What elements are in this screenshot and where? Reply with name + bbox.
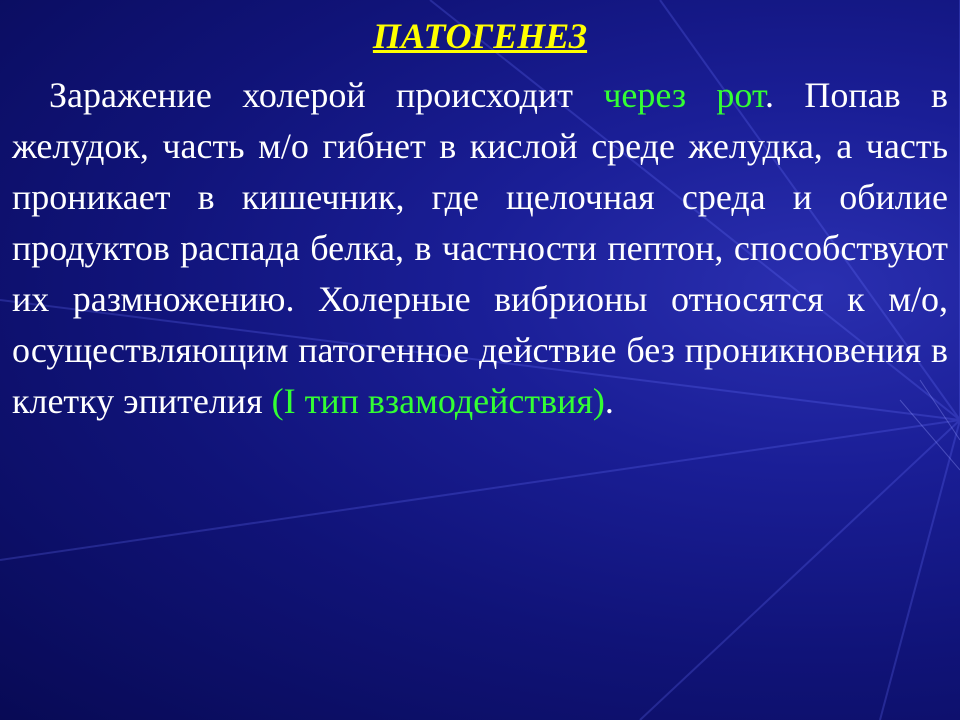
slide-title: ПАТОГЕНЕЗ bbox=[372, 16, 588, 56]
paragraph-text-1: Заражение холерой происходит bbox=[49, 75, 604, 115]
highlight-via-mouth: через рот bbox=[603, 75, 765, 115]
paragraph-text-3: . bbox=[604, 381, 614, 421]
highlight-interaction-type: (I тип взамодействия) bbox=[271, 381, 605, 421]
slide-paragraph bbox=[12, 70, 948, 427]
paragraph-text-2: . Попав в желудок, часть м/о гибнет в кислой среде желудка, а часть проникает в кишечник, где щелочная среда и обилие продуктов распада белка, в частности пептон, способствуют их размножению. Холерные вибрионы относятся к м/о, осуществляющим патогенное действие без проникновения в клетку эпителия bbox=[12, 75, 948, 421]
